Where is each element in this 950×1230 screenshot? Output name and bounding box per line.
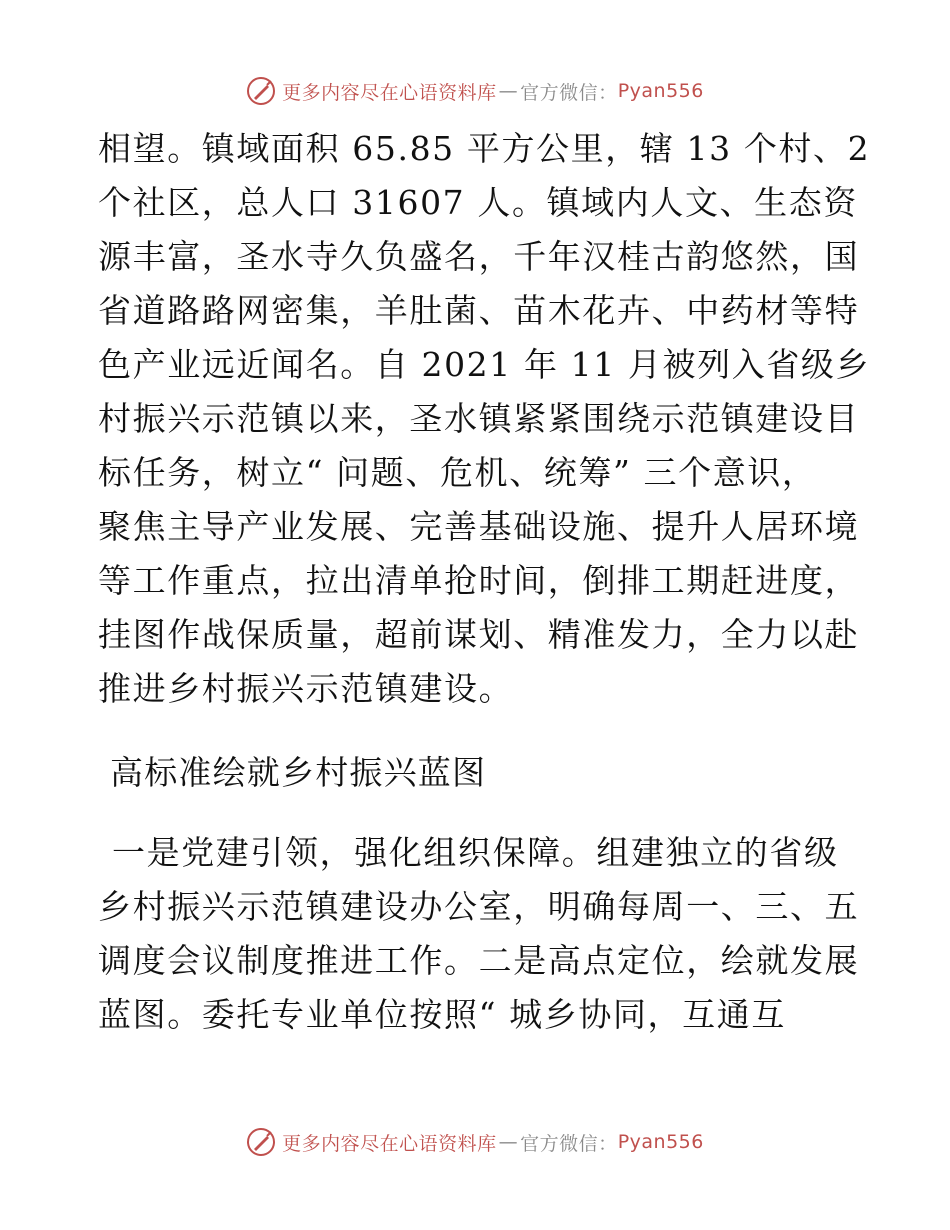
- watermark-label: 官方微信：: [520, 81, 618, 104]
- quill-logo-icon: [246, 76, 276, 106]
- text-line: 乡村振兴示范镇建设办公室，明确每周一、三、五: [98, 887, 860, 926]
- text-line: 标任务，树立“ 问题、危机、统筹” 三个意识，: [98, 453, 817, 492]
- text-line: 聚焦主导产业发展、完善基础设施、提升人居环境: [98, 507, 860, 546]
- watermark-wechat-id: Pyan556: [617, 80, 704, 102]
- watermark-wechat-id: Pyan556: [617, 1131, 704, 1153]
- text-line: 省道路路网密集，羊肚菌、苗木花卉、中药材等特: [98, 291, 860, 330]
- document-body: [98, 122, 871, 1042]
- watermark-brand: 更多内容尽在心语资料库: [282, 81, 497, 104]
- header-watermark: [0, 76, 950, 106]
- text-line: 色产业远近闻名。自 2021 年 11 月被列入省级乡: [98, 345, 871, 384]
- paragraph-2: [98, 826, 858, 1042]
- text-line: 蓝图。委托专业单位按照“ 城乡协同，互通互: [98, 995, 786, 1034]
- watermark-separator: —: [498, 80, 519, 102]
- footer-watermark: [0, 1127, 950, 1157]
- text-line: 村振兴示范镇以来，圣水镇紧紧围绕示范镇建设目: [98, 399, 860, 438]
- watermark-separator: —: [498, 1131, 519, 1153]
- quill-logo-icon: [246, 1127, 276, 1157]
- text-line: 个社区，总人口 31607 人。镇域内人文、生态资: [98, 183, 858, 222]
- text-line: 一是党建引领，强化组织保障。组建独立的省级: [112, 833, 839, 872]
- text-line: 源丰富，圣水寺久负盛名，千年汉桂古韵悠然，国: [98, 237, 860, 276]
- watermark-label: 官方微信：: [520, 1132, 618, 1155]
- text-line: 等工作重点，拉出清单抢时间，倒排工期赶进度，: [98, 561, 860, 600]
- text-line: 调度会议制度推进工作。二是高点定位，绘就发展: [98, 941, 860, 980]
- section-heading: 高标准绘就乡村振兴蓝图: [110, 753, 487, 792]
- watermark-brand: 更多内容尽在心语资料库: [282, 1132, 497, 1155]
- text-line: 推进乡村振兴示范镇建设。: [98, 669, 514, 708]
- text-line: 挂图作战保质量，超前谋划、精准发力，全力以赴: [98, 615, 860, 654]
- paragraph-1: [98, 122, 871, 716]
- text-line: 相望。镇域面积 65.85 平方公里，辖 13 个村、2: [98, 129, 871, 168]
